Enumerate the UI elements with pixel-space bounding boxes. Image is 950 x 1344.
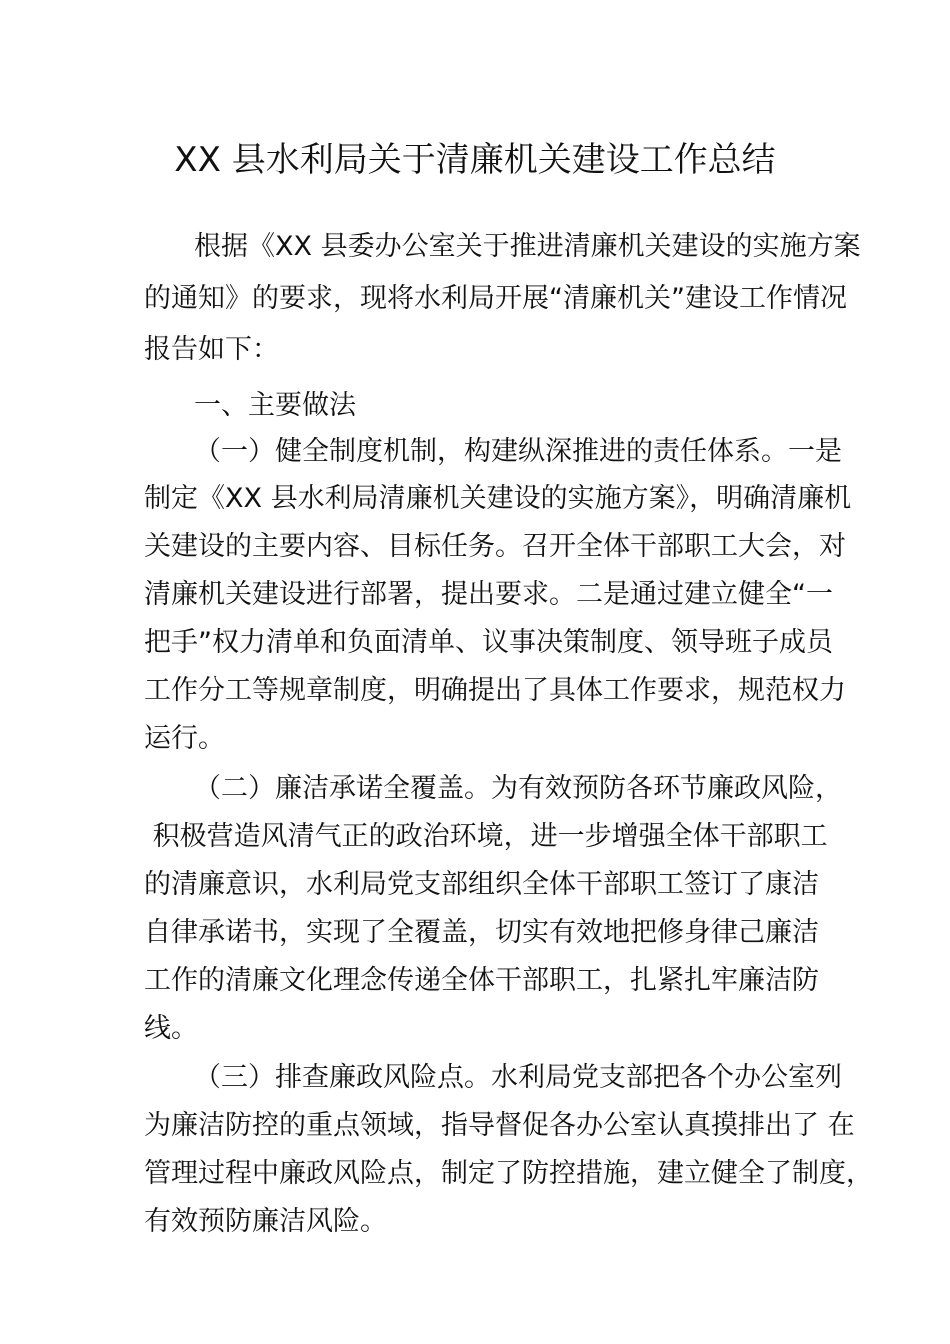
paragraph-line: （二）廉洁承诺全覆盖。为有效预防各环节廉政风险， xyxy=(194,773,842,804)
paragraph-line: 自律承诺书，实现了全覆盖，切实有效地把修身律己廉洁 xyxy=(144,917,819,948)
paragraph-line: 报告如下： xyxy=(144,334,279,365)
paragraph-line: 制定《XX 县水利局清廉机关建设的实施方案》，明确清廉机 xyxy=(144,483,852,514)
paragraph-line: 把手”权力清单和负面清单、议事决策制度、领导班子成员 xyxy=(144,627,833,658)
paragraph-line: 的清廉意识，水利局党支部组织全体干部职工签订了康洁 xyxy=(144,869,819,900)
paragraph-line: （一）健全制度机制，构建纵深推进的责任体系。一是 xyxy=(194,436,842,467)
paragraph-line: 清廉机关建设进行部署，提出要求。二是通过建立健全“一 xyxy=(144,579,833,610)
paragraph-line: 工作的清廉文化理念传递全体干部职工，扎紧扎牢廉洁防 xyxy=(144,965,819,996)
paragraph-line: 工作分工等规章制度，明确提出了具体工作要求，规范权力 xyxy=(144,675,846,706)
paragraph-line: 运行。 xyxy=(144,723,225,754)
document-title: XX 县水利局关于清廉机关建设工作总结 xyxy=(174,140,776,180)
paragraph-line: 管理过程中廉政风险点，制定了防控措施，建立健全了制度， xyxy=(144,1158,873,1189)
paragraph-line: （三）排查廉政风险点。水利局党支部把各个办公室列 xyxy=(194,1062,842,1093)
paragraph-line: 积极营造风清气正的政治环境，进一步增强全体干部职工 xyxy=(144,821,828,852)
section-heading: 一、主要做法 xyxy=(194,390,356,421)
paragraph-line: 关建设的主要内容、目标任务。召开全体干部职工大会，对 xyxy=(144,531,846,562)
paragraph-line: 的通知》的要求，现将水利局开展“清廉机关”建设工作情况 xyxy=(144,283,847,314)
paragraph-line: 为廉洁防控的重点领域，指导督促各办公室认真摸排出了 在 xyxy=(144,1110,855,1141)
paragraph-line: 有效预防廉洁风险。 xyxy=(144,1206,387,1237)
paragraph-line: 线。 xyxy=(144,1013,198,1044)
paragraph-line: 根据《XX 县委办公室关于推进清廉机关建设的实施方案 xyxy=(194,231,861,262)
